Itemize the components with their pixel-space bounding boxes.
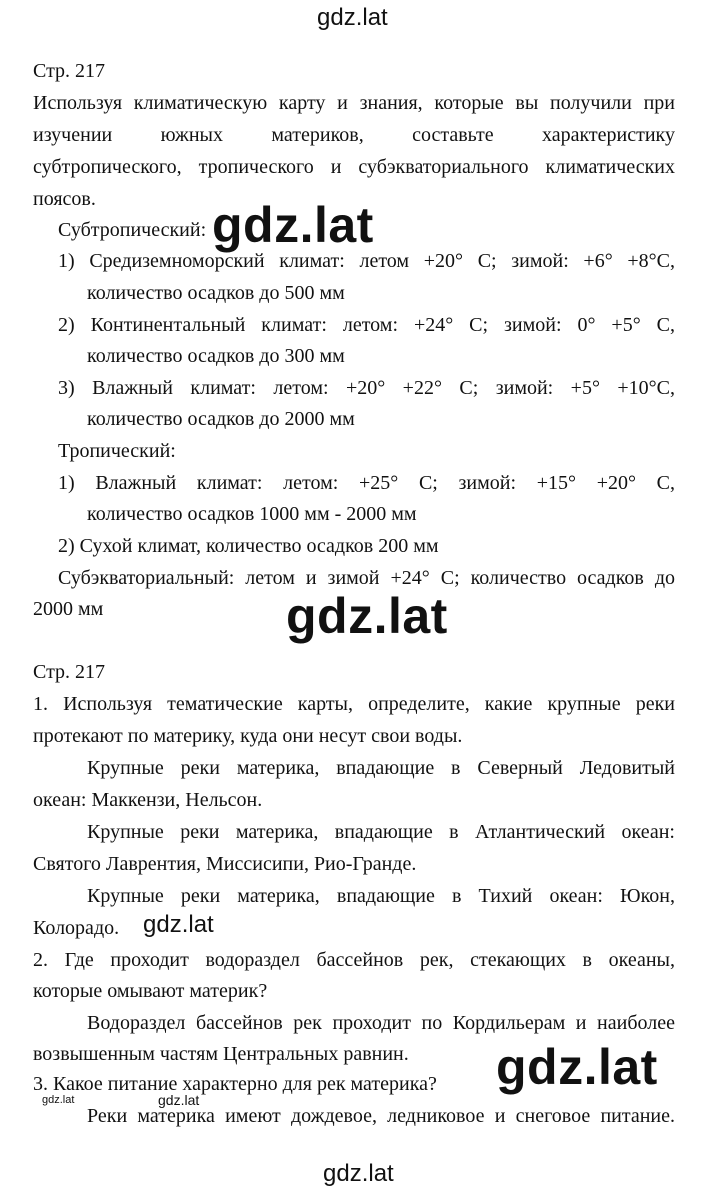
list-item: количество осадков до 500 мм — [87, 282, 345, 304]
watermark: gdz.lat — [143, 911, 214, 938]
task-text: изучении южных материков, составьте характеристику — [33, 124, 675, 146]
answer-text: океан: Маккензи, Нельсон. — [33, 789, 263, 811]
question-text: 1. Используя тематические карты, определите, какие крупные реки — [33, 693, 675, 715]
climate-text: Субэкваториальный: летом и зимой +24° С; количество осадков до — [58, 567, 675, 589]
watermark: gdz.lat — [42, 1094, 75, 1106]
answer-text: возвышенным частям Центральных равнин. — [33, 1043, 409, 1065]
answer-text: Святого Лаврентия, Миссисипи, Рио-Гранде. — [33, 853, 417, 875]
list-item: количество осадков до 2000 мм — [87, 408, 355, 430]
page-reference: Стр. 217 — [33, 60, 106, 82]
watermark: gdz.lat — [286, 588, 448, 644]
list-item: 3) Влажный климат: летом: +20° +22° С; зимой: +5° +10°С, — [58, 377, 675, 399]
answer-text: Крупные реки материка, впадающие в Северный Ледовитый — [87, 757, 675, 779]
list-item: 2) Континентальный климат: летом: +24° С; зимой: 0° +5° С, — [58, 314, 675, 336]
answer-text: Крупные реки материка, впадающие в Тихий океан: Юкон, — [87, 885, 675, 907]
answer-text: Крупные реки материка, впадающие в Атлантический океан: — [87, 821, 675, 843]
watermark: gdz.lat — [158, 1092, 200, 1108]
watermark: gdz.lat — [317, 4, 388, 31]
answer-text: Колорадо. — [33, 917, 120, 939]
task-text: Используя климатическую карту и знания, которые вы получили при — [33, 92, 675, 114]
task-text: субтропического, тропического и субэкваториального климатических — [33, 156, 675, 178]
list-item: количество осадков 1000 мм - 2000 мм — [87, 503, 417, 525]
page-reference: Стр. 217 — [33, 661, 106, 683]
answer-text: Водораздел бассейнов рек проходит по Кордильерам и наиболее — [87, 1012, 675, 1034]
question-text: которые омывают материк? — [33, 980, 268, 1002]
task-text: поясов. — [33, 188, 96, 210]
climate-text: 2000 мм — [33, 598, 104, 620]
list-item: 2) Сухой климат, количество осадков 200 мм — [58, 535, 439, 557]
list-item: количество осадков до 300 мм — [87, 345, 345, 367]
question-text: 3. Какое питание характерно для рек материка? — [33, 1073, 437, 1095]
watermark: gdz.lat — [496, 1039, 658, 1095]
climate-heading: Тропический: — [58, 440, 176, 462]
answer-text: Реки материка имеют дождевое, ледниковое и снеговое питание. — [87, 1105, 675, 1127]
list-item: 1) Влажный климат: летом: +25° С; зимой: +15° +20° С, — [58, 472, 675, 494]
watermark: gdz.lat — [212, 197, 374, 253]
question-text: протекают по материку, куда они несут свои воды. — [33, 725, 463, 747]
list-item: 1) Средиземноморский климат: летом +20° С; зимой: +6° +8°С, — [58, 250, 675, 272]
watermark: gdz.lat — [323, 1160, 394, 1187]
climate-heading: Субтропический: — [58, 219, 207, 241]
question-text: 2. Где проходит водораздел бассейнов рек, стекающих в океаны, — [33, 949, 675, 971]
